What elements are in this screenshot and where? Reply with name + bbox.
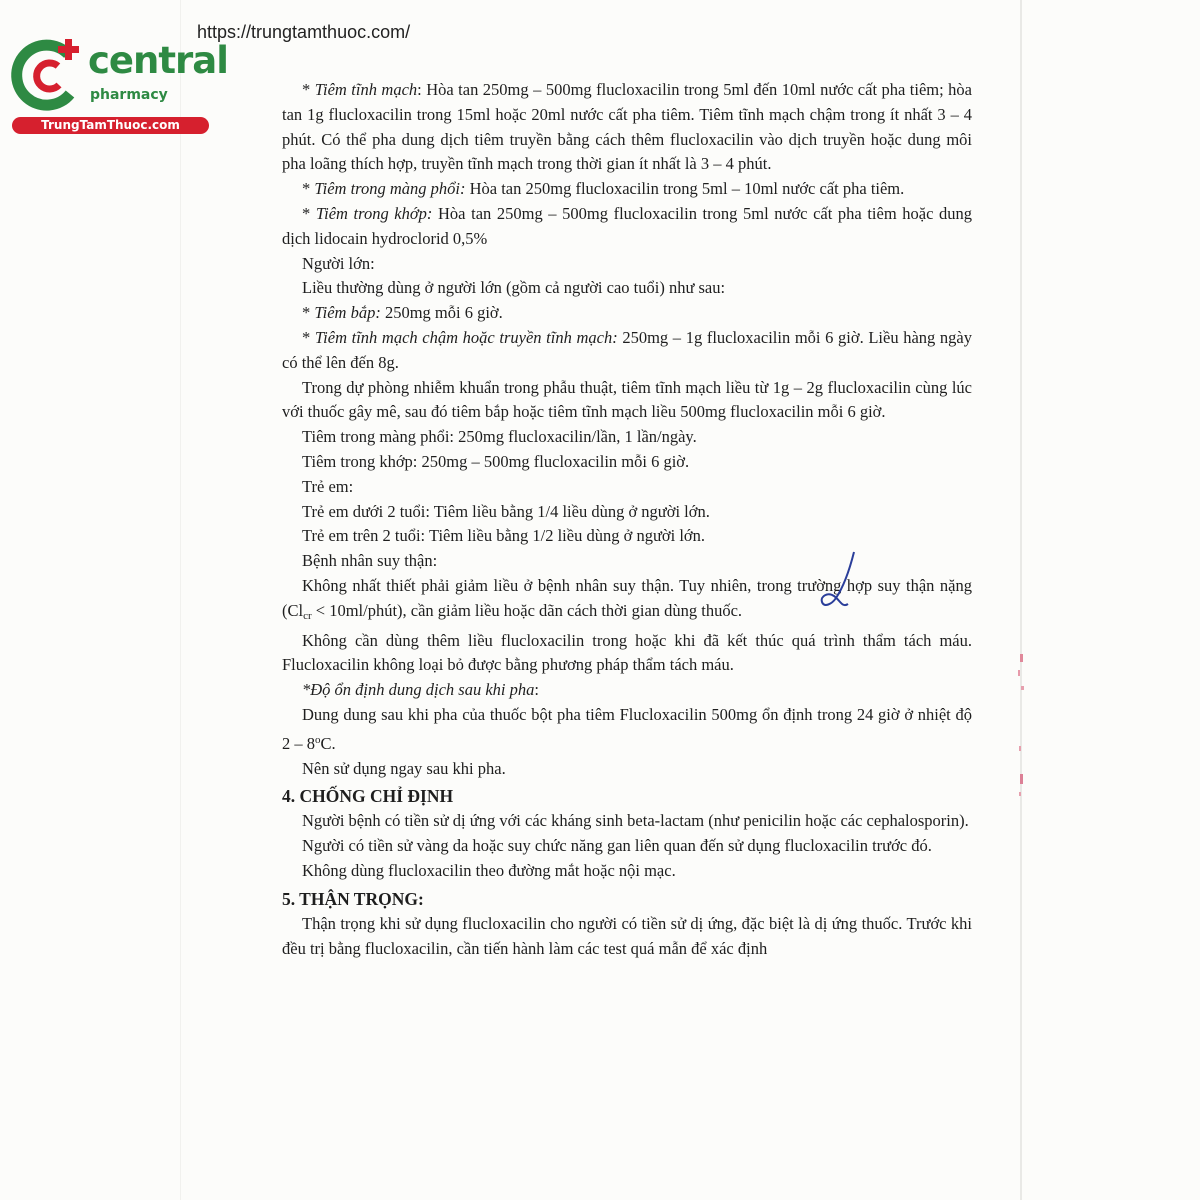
contraindication-3: Không dùng flucloxacilin theo đường mắt hoặc nội mạc. [302,860,676,880]
renal-text-b: < 10ml/phút), cần giảm liều hoặc dãn cách thời gian dùng thuốc. [311,600,743,620]
im-text: 250mg mỗi 6 giờ. [380,303,503,323]
ivslow-text: 250mg – 1g flucloxacilin mỗi 6 giờ. Liều hàng ngày có thể lên đến 8g. [282,327,972,372]
renal-text-a: Không nhất thiết phải giảm liều ở bệnh nhân suy thận. Tuy nhiên, trong trường hợp suy thận nặng (Cl [282,575,972,620]
logo-c-cross-icon [10,38,90,113]
signature-mark [814,548,864,618]
stability-label: *Độ ổn định dung dịch sau khi pha [302,680,535,700]
document-body [282,78,972,961]
renal-paragraph [282,574,972,629]
iv-text: : Hòa tan 250mg – 500mg flucloxacilin trong 5ml đến 10ml nước cất pha tiêm; hòa tan 1g flucloxacilin trong 15ml hoặc 20ml nước cất pha tiêm. Tiêm tĩnh mạch chậm trong ít nhất 3 – 4 phút. Có thể pha dung dịch tiêm truyền bằng cách thêm flucloxacilin vào dịch truyền hoặc dung môi pha loãng thích hợp, truyền tĩnh mạch trong thời gian ít nhất là 3 – 4 phút. [282,80,972,174]
ivslow-label: Tiêm tĩnh mạch chậm hoặc truyền tĩnh mạch: [314,327,618,347]
section-4-title: 4. CHỐNG CHỈ ĐỊNH [282,786,454,807]
source-url: https://trungtamthuoc.com/ [197,22,411,42]
logo-banner: TrungTamThuoc.com [12,117,209,134]
stability-degree: o [315,733,321,746]
pleural-dose: Tiêm trong màng phổi: 250mg flucloxacilin/lần, 1 lần/ngày. [302,427,697,447]
renal-heading: Bệnh nhân suy thận: [302,551,438,571]
pleural-text: Hòa tan 250mg flucloxacilin trong 5ml – 10ml nước cất pha tiêm. [465,179,905,199]
im-label: Tiêm bắp: [314,303,381,323]
joint-paragraph: * Tiêm trong khớp: Hòa tan 250mg – 500mg flucloxacilin trong 5ml nước cất pha tiêm hoặc dung dịch lidocain hydroclorid 0,5% [282,203,973,248]
logo-subtitle: pharmacy [90,87,168,103]
pleural-label: Tiêm trong màng phổi: [314,179,466,199]
stamp-edge-marks [1012,650,1030,800]
stability-colon: : [534,680,539,700]
adult-heading: Người lớn: [302,253,375,273]
use-immediately: Nên sử dụng ngay sau khi pha. [302,758,506,778]
iv-label: Tiêm tĩnh mạch [314,80,418,99]
stability-heading [282,678,972,703]
joint-label: Tiêm trong khớp: [315,203,433,223]
section-5-title: 5. THẬN TRỌNG: [282,888,424,909]
joint-dose: Tiêm trong khớp: 250mg – 500mg flucloxacilin mỗi 6 giờ. [302,451,690,471]
joint-text: Hòa tan 250mg – 500mg flucloxacilin trong 5ml nước cất pha tiêm hoặc dung dịch lidocain hydroclorid 0,5% [282,203,973,248]
prophylaxis-paragraph: Trong dự phòng nhiễm khuẩn trong phẫu thuật, tiêm tĩnh mạch liều từ 1g – 2g flucloxacilin cùng lúc với thuốc gây mê, sau đó tiêm bắp hoặc tiêm tĩnh mạch liều 500mg flucloxacilin mỗi 6 giờ. [282,377,972,422]
page-edge-right [1020,0,1022,1200]
im-paragraph: * Tiêm bắp: 250mg mỗi 6 giờ. [302,303,503,323]
contraindication-1: Người bệnh có tiền sử dị ứng với các kháng sinh beta-lactam (như penicilin hoặc các cephalosporin). [302,811,969,831]
iv-paragraph: * Tiêm tĩnh mạch: Hòa tan 250mg – 500mg flucloxacilin trong 5ml đến 10ml nước cất pha tiêm; hòa tan 1g flucloxacilin trong 15ml hoặc 20ml nước cất pha tiêm. Tiêm tĩnh mạch chậm trong ít nhất 3 – 4 phút. Có thể pha dung dịch tiêm truyền bằng cách thêm flucloxacilin vào dịch truyền hoặc dung môi pha loãng thích hợp, truyền tĩnh mạch trong thời gian ít nhất là 3 – 4 phút. [282,80,972,174]
adult-usual-dose: Liều thường dùng ở người lớn (gồm cả người cao tuổi) như sau: [302,278,726,298]
ivslow-paragraph: * Tiêm tĩnh mạch chậm hoặc truyền tĩnh mạch: 250mg – 1g flucloxacilin mỗi 6 giờ. Liều hàng ngày có thể lên đến 8g. [282,327,972,372]
child-heading: Trẻ em: [302,476,354,496]
caution-1: Thận trọng khi sử dụng flucloxacilin cho người có tiền sử dị ứng, đặc biệt là dị ứng thuốc. Trước khi đều trị bằng flucloxacilin, cần tiến hành làm các test quá mẫn để xác định [282,913,972,958]
stability-text-a: Dung dung sau khi pha của thuốc bột pha tiêm Flucloxacilin 500mg ổn định trong 24 giờ ở nhiệt độ 2 – 8 [282,704,972,753]
pleural-paragraph: * Tiêm trong màng phổi: Hòa tan 250mg flucloxacilin trong 5ml – 10ml nước cất pha tiêm. [302,179,905,199]
central-pharmacy-logo [10,38,228,138]
stability-text-b: C. [320,733,336,753]
scan-shadow-left [180,0,181,1200]
contraindication-2: Người có tiền sử vàng da hoặc suy chức năng gan liên quan đến sử dụng flucloxacilin trước đó. [302,836,932,856]
child-under-2: Trẻ em dưới 2 tuổi: Tiêm liều bằng 1/4 liều dùng ở người lớn. [302,501,710,521]
logo-wordmark: central [88,39,228,82]
stability-paragraph [282,703,972,757]
dialysis-paragraph: Không cần dùng thêm liều flucloxacilin trong hoặc khi đã kết thúc quá trình thẩm tách máu. Flucloxacilin không loại bỏ được bằng phương pháp thẩm tách máu. [282,630,972,675]
renal-subscript: cr [303,609,312,622]
child-over-2: Trẻ em trên 2 tuổi: Tiêm liều bằng 1/2 liều dùng ở người lớn. [302,526,706,546]
